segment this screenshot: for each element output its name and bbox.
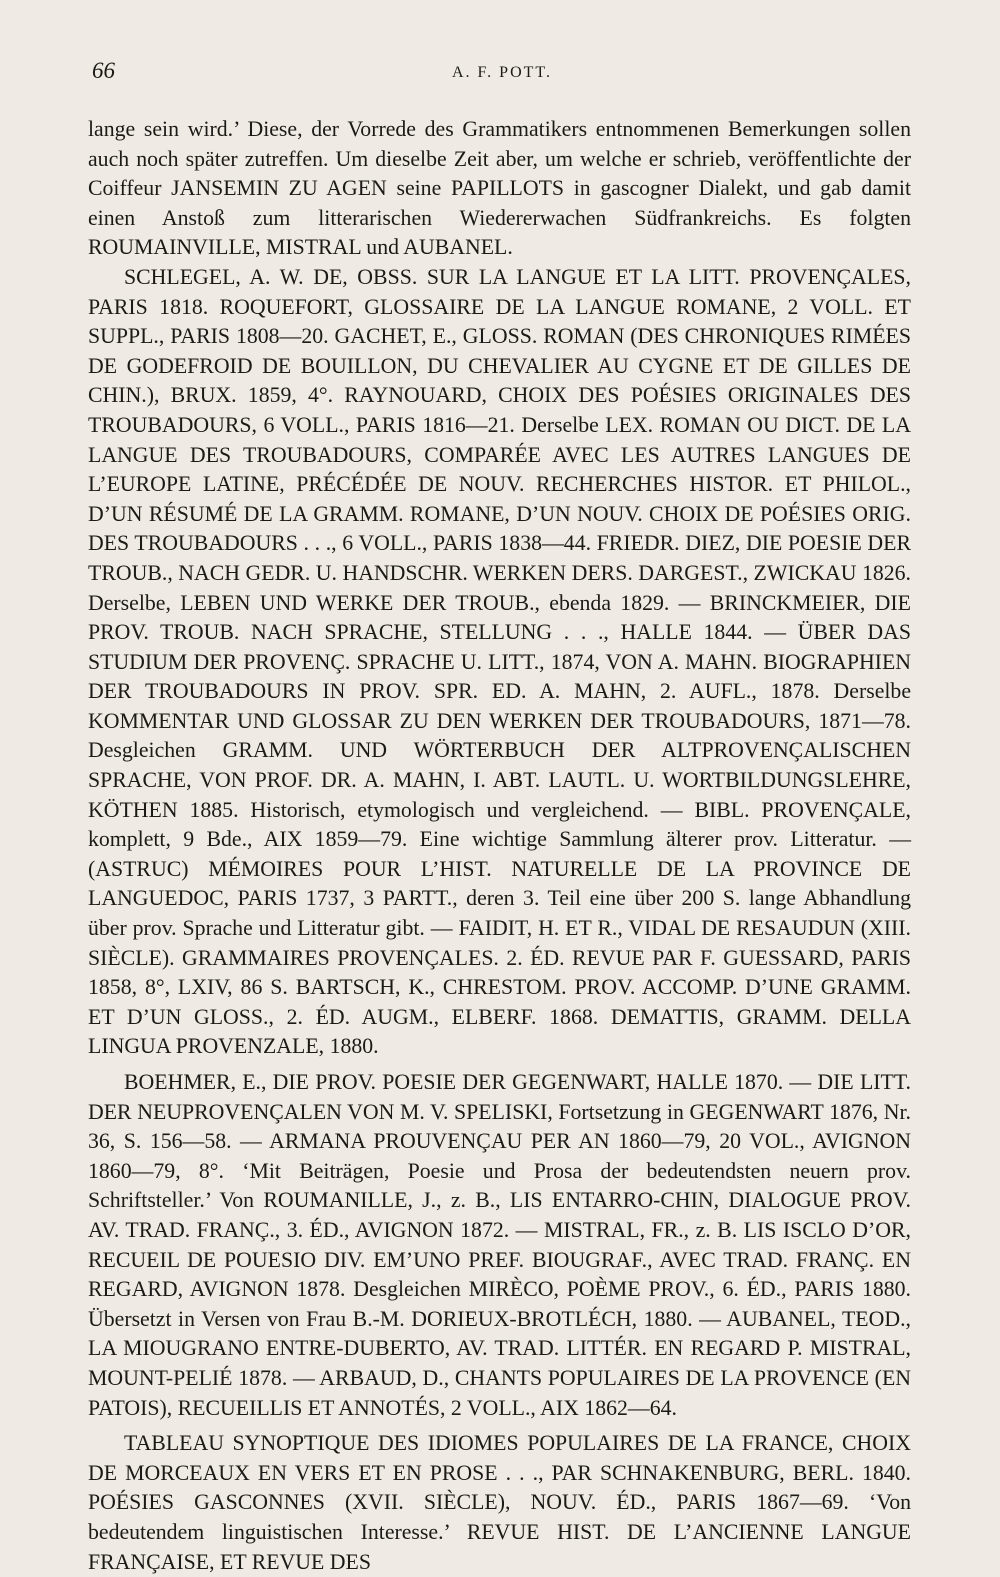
paragraph: SCHLEGEL, A. W. DE, OBSS. SUR LA LANGUE ET LA LITT. PROVENÇALES, PARIS 1818. ROQUEFORT, GLOSSAIRE DE LA LANGUE ROMANE, 2 VOLL. ET SUPPL., PARIS 1808—20. GACHET, E., GLOSS. ROMAN (DES CHRONIQUES RIMÉES DE GODEFROID DE BOUILLON, DU CHEVALIER AU CYGNE ET DE GILLES DE CHIN.), BRUX. 1859, 4°. RAYNOUARD, CHOIX DES POÉSIES ORIGINALES DES TROUBADOURS, 6 VOLL., PARIS 1816—21. Derselbe LEX. ROMAN OU DICT. DE LA LANGUE DES TROUBADOURS, COMPARÉE AVEC LES AUTRES LANGUES DE L’EUROPE LATINE, PRÉCÉDÉE DE NOUV. RECHERCHES HISTOR. ET PHILOL., D’UN RÉSUMÉ DE LA GRAMM. ROMANE, D’UN NOUV. CHOIX DE POÉSIES ORIG. DES TROUBADOURS . . ., 6 VOLL., PARIS 1838—44. FRIEDR. DIEZ, DIE POESIE DER TROUB., NACH GEDR. U. HANDSCHR. WERKEN DERS. DARGEST., ZWICKAU 1826. Derselbe, LEBEN UND WERKE DER TROUB., ebenda 1829. — BRINCKMEIER, DIE PROV. TROUB. NACH SPRACHE, STELLUNG . . ., HALLE 1844. — ÜBER DAS STUDIUM DER PROVENÇ. SPRACHE U. LITT., 1874, VON A. MAHN. BIOGRAPHIEN DER TROUBADOURS IN PROV. SPR. ED. A. MAHN, 2. AUFL., 1878. Derselbe KOMMENTAR UND GLOSSAR ZU DEN WERKEN DER TROUBADOURS, 1871—78. Desgleichen GRAMM. UND WÖRTERBUCH DER ALTPROVENÇALISCHEN SPRACHE, VON PROF. DR. A. MAHN, I. ABT. LAUTL. U. WORTBILDUNGSLEHRE, KÖTHEN 1885. Historisch, etymologisch und vergleichend. — BIBL. PROVENÇALE, komplett, 9 Bde., AIX 1859—79. Eine wichtige Sammlung älterer prov. Litteratur. — (ASTRUC) MÉMOIRES POUR L’HIST. NATURELLE DE LA PROVINCE DE LANGUEDOC, PARIS 1737, 3 PARTT., deren 3. Teil eine über 200 S. lange Abhandlung über prov. Sprache und Litteratur gibt. — FAIDIT, H. ET R., VIDAL DE RESAUDUN (XIII. SIÈCLE). GRAMMAIRES PROVENÇALES. 2. ÉD. REVUE PAR F. GUESSARD, PARIS 1858, 8°, LXIV, 86 S. BARTSCH, K., CHRESTOM. PROV. ACCOMP. D’UNE GRAMM. ET D’UN GLOSS., 2. ÉD. AUGM., ELBERF. 1868. DEMATTIS, GRAMM. DELLA LINGUA PROVENZALE, 1880. xyxy=(88,264,911,1059)
page-body xyxy=(88,115,911,1574)
paragraph: BOEHMER, E., DIE PROV. POESIE DER GEGENWART, HALLE 1870. — DIE LITT. DER NEUPROVENÇALEN VON M. V. SPELISKI, Fortsetzung in GEGENWART 1876, Nr. 36, S. 156—58. — ARMANA PROUVENÇAU PER AN 1860—79, 20 VOL., AVIGNON 1860—79, 8°. ‘Mit Beiträgen, Poesie und Prosa der bedeutendsten neuern prov. Schriftsteller.’ Von ROUMANILLE, J., z. B., LIS ENTARRO-CHIN, DIALOGUE PROV. AV. TRAD. FRANÇ., 3. ÉD., AVIGNON 1872. — MISTRAL, FR., z. B. LIS ISCLO D’OR, RECUEIL DE POUESIO DIV. EM’UNO PREF. BIOUGRAF., AVEC TRAD. FRANÇ. EN REGARD, AVIGNON 1878. Desgleichen MIRÈCO, POÈME PROV., 6. ÉD., PARIS 1880. Übersetzt in Versen von Frau B.-M. DORIEUX-BROTLÉCH, 1880. — AUBANEL, TEOD., LA MIOUGRANO ENTRE-DUBERTO, AV. TRAD. LITTÉR. EN REGARD P. MISTRAL, MOUNT-PELIÉ 1878. — ARBAUD, D., CHANTS POPULAIRES DE LA PROVENCE (EN PATOIS), RECUEILLIS ET ANNOTÉS, 2 VOLL., AIX 1862—64. xyxy=(88,1070,911,1420)
paragraph: lange sein wird.’ Diese, der Vorrede des Grammatikers entnommenen Bemerkungen sollen auch noch später zutreffen. Um dieselbe Zeit aber, um welche er schrieb, veröffentlichte der Coiffeur JANSEMIN ZU AGEN seine PAPILLOTS in gascogner Dialekt, und gab damit einen Anstoß zum litterarischen Wiedererwachen Südfrankreichs. Es folgten ROUMAINVILLE, MISTRAL und AUBANEL. xyxy=(88,117,911,260)
running-head: A. F. POTT. xyxy=(452,64,552,81)
page-header xyxy=(92,58,912,98)
paragraph: TABLEAU SYNOPTIQUE DES IDIOMES POPULAIRES DE LA FRANCE, CHOIX DE MORCEAUX EN VERS ET EN PROSE . . ., PAR SCHNAKENBURG, BERL. 1840. POÉSIES GASCONNES (XVII. SIÈCLE), NOUV. ÉD., PARIS 1867—69. ‘Von bedeutendem linguistischen Interesse.’ REVUE HIST. DE L’ANCIENNE LANGUE FRANÇAISE, ET REVUE DES xyxy=(88,1431,911,1574)
page-number: 66 xyxy=(92,58,115,83)
